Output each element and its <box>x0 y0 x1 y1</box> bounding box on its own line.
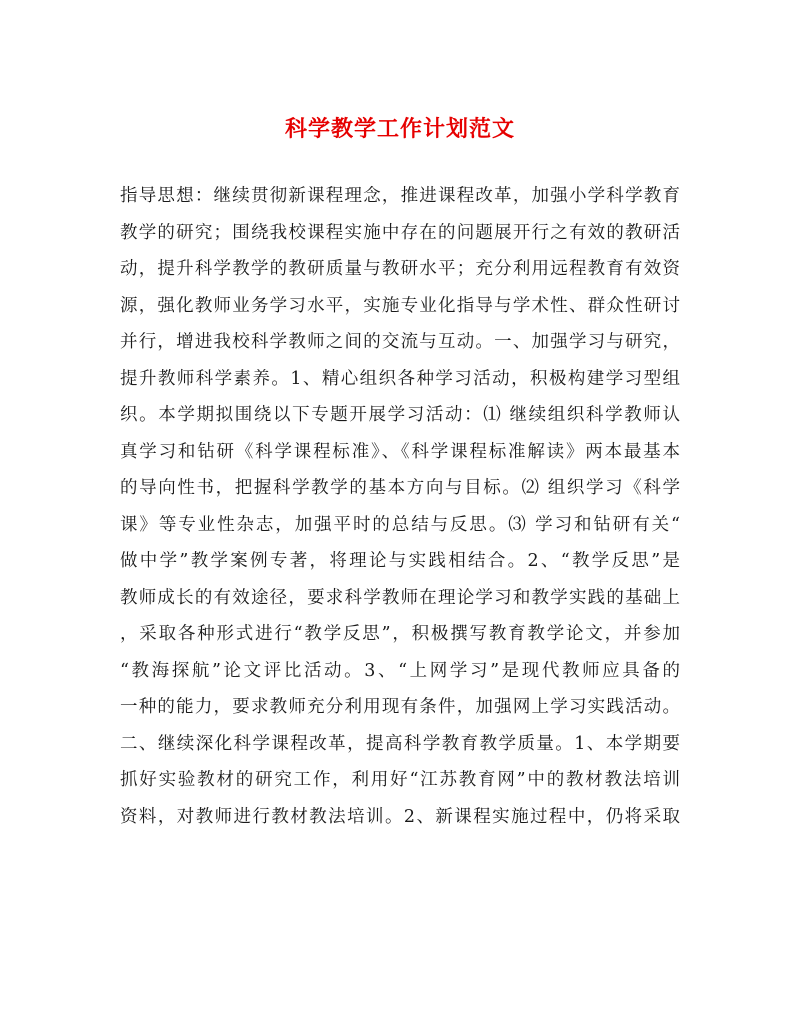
body-line: 提升教师科学素养。1、精心组织各种学习活动，积极构建学习型组 <box>120 368 680 389</box>
body-line: 抓好实验教材的研究工作，利用好“江苏教育网”中的教材教法培训 <box>120 770 680 790</box>
body-line: 资料，对教师进行教材教法培训。2、新课程实施过程中，仍将采取 <box>120 806 680 827</box>
body-line: 的导向性书，把握科学教学的基本方向与目标。⑵ 组织学习《科学 <box>120 478 680 498</box>
body-line: 一种的能力，要求教师充分利用现有条件，加强网上学习实践活动。 <box>120 697 680 717</box>
body-line: 指导思想：继续贯彻新课程理念，推进课程改革，加强小学科学教育 <box>120 186 680 206</box>
body-line: 做中学”教学案例专著，将理论与实践相结合。2、“教学反思”是 <box>120 551 680 571</box>
body-line: “教海探航”论文评比活动。3、“上网学习”是现代教师应具备的 <box>120 660 680 681</box>
body-line: ，采取各种形式进行“教学反思”，积极撰写教育教学论文，并参加 <box>120 624 680 644</box>
body-line: 真学习和钻研《科学课程标准》、《科学课程标准解读》两本最基本 <box>120 441 680 462</box>
body-line: 动，提升科学教学的教研质量与教研水平；充分利用远程教育有效资 <box>120 259 680 279</box>
body-line: 并行，增进我校科学教师之间的交流与互动。一、加强学习与研究， <box>120 332 680 352</box>
body-line: 课》等专业性杂志，加强平时的总结与反思。⑶ 学习和钻研有关“ <box>120 514 680 535</box>
body-line: 源，强化教师业务学习水平，实施专业化指导与学术性、群众性研讨 <box>120 295 680 316</box>
body-line: 教学的研究；围绕我校课程实施中存在的问题展开行之有效的教研活 <box>120 222 680 243</box>
body-line: 织。本学期拟围绕以下专题开展学习活动：⑴ 继续组织科学教师认 <box>120 405 680 425</box>
body-line: 二、继续深化科学课程改革，提高科学教育教学质量。1、本学期要 <box>120 733 680 754</box>
document-title: 科学教学工作计划范文 <box>284 116 515 142</box>
document-body <box>120 178 680 835</box>
body-line: 教师成长的有效途径，要求科学教师在理论学习和教学实践的基础上 <box>120 587 680 608</box>
